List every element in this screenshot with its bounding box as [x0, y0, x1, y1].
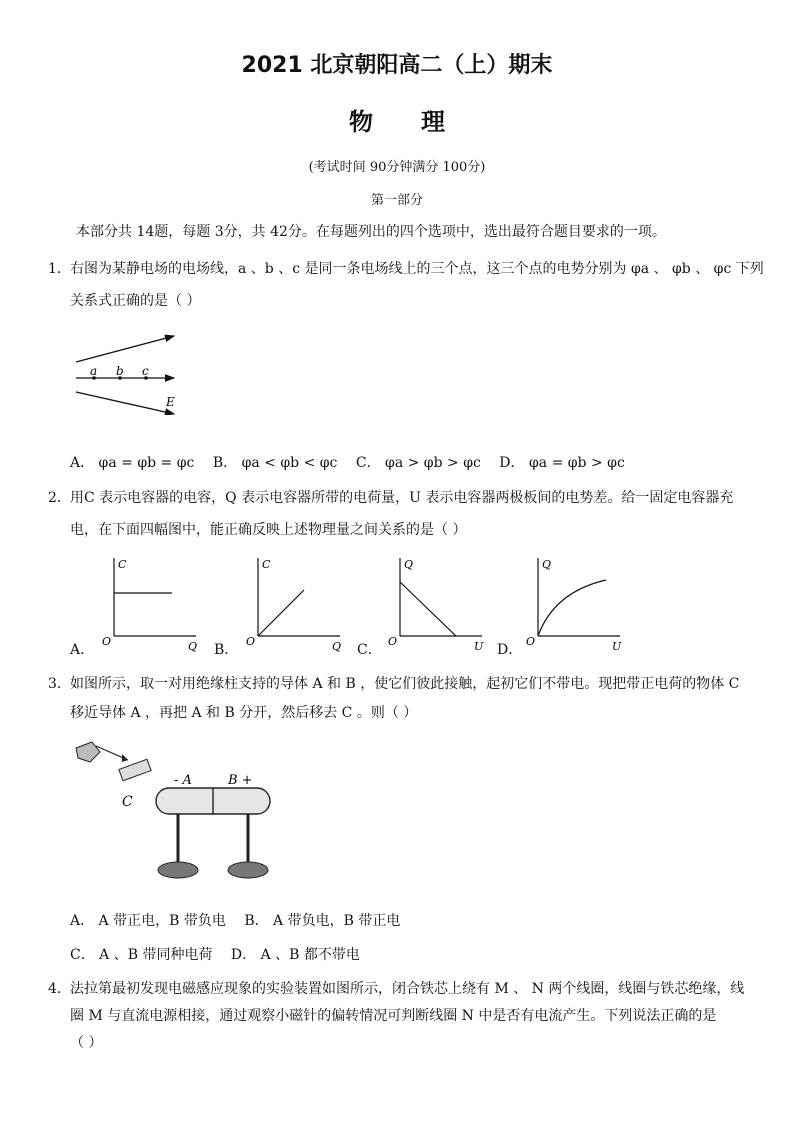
- q3-conductor-figure: [70, 738, 280, 890]
- graph-b-curve: [258, 590, 304, 636]
- base-B: [228, 862, 268, 878]
- q4-line-3: （ ）: [70, 1035, 103, 1051]
- field-line-top: [76, 336, 174, 362]
- q3-line-2: 移近导体 A ，再把 A 和 B 分开，然后移去 C 。则（ ）: [70, 705, 418, 721]
- q2-graph-d: [520, 552, 630, 652]
- graph-a-origin: O: [102, 635, 112, 648]
- label-C: C: [122, 794, 133, 810]
- base-A: [158, 862, 198, 878]
- q1-options: [70, 452, 639, 472]
- subject-char-2: 理: [421, 108, 445, 136]
- q3-option-a[interactable]: A． A 带正电，B 带负电: [70, 913, 226, 929]
- q3-line-1: 如图所示，取一对用绝缘柱支持的导体 A 和 B ，使它们彼此接触，起初它们不带电。现把带正电荷的物体 C: [70, 676, 740, 692]
- q3-option-c[interactable]: C． A 、B 带同种电荷: [70, 947, 213, 963]
- label-B: B +: [228, 773, 253, 788]
- q3-option-d[interactable]: D． A 、B 都不带电: [230, 947, 360, 963]
- part-heading: 第一部分: [370, 193, 423, 208]
- field-line-bottom: [76, 392, 174, 414]
- label-c: c: [142, 364, 149, 378]
- q4-line-2: 圈 M 与直流电源相接，通过观察小磁针的偏转情况可判断线圈 N 中是否有电流产生。下列说法正确的是: [70, 1008, 717, 1024]
- q2-graph-b: [240, 552, 350, 652]
- q2-graph-a: [96, 552, 206, 652]
- q1-option-b[interactable]: B． φa < φb < φc: [212, 455, 338, 471]
- motion-arrow-head: [122, 754, 128, 762]
- exam-time: (考试时间 90分钟满分 100分): [308, 160, 486, 175]
- graph-a-xlabel: Q: [188, 640, 198, 652]
- graph-c-origin: O: [388, 635, 398, 648]
- q1-line-1: 右图为某静电场的电场线，a 、b 、c 是同一条电场线上的三个点，这三个点的电势分别为 φa 、 φb 、 φc 下列: [70, 261, 764, 277]
- subject-title: [0, 102, 794, 137]
- q3-options-row-2: [70, 944, 374, 964]
- label-a: a: [90, 364, 98, 378]
- q2-number: 2．: [48, 490, 71, 506]
- q3-option-b[interactable]: B． A 带负电，B 带正电: [244, 913, 401, 929]
- q1-field-line-figure: [70, 330, 190, 415]
- graph-b-ylabel: C: [262, 558, 271, 571]
- q2-option-c-label[interactable]: C．: [357, 642, 382, 658]
- graph-d-curve: [538, 580, 606, 636]
- graph-d-ylabel: Q: [542, 558, 552, 571]
- q1-option-d[interactable]: D． φa = φb > φc: [499, 455, 625, 471]
- q2-line-2: 电，在下面四幅图中，能正确反映上述物理量之间关系的是（ ）: [70, 522, 467, 538]
- q4-number: 4．: [48, 981, 71, 997]
- q1-line-2: 关系式正确的是（ ）: [70, 293, 201, 309]
- graph-d-origin: O: [526, 635, 536, 648]
- q2-option-a-label[interactable]: A．: [70, 642, 95, 658]
- q2-graph-c: [382, 552, 492, 652]
- q3-options-row-1: [70, 910, 414, 930]
- q2-line-1: 用C 表示电容器的电容，Q 表示电容器所带的电荷量，U 表示电容器两极板间的电势差。给一固定电容器充: [70, 490, 734, 506]
- charged-rod-C: [119, 759, 151, 781]
- q2-option-d-label[interactable]: D．: [497, 642, 523, 658]
- graph-c-ylabel: Q: [404, 558, 414, 571]
- label-E: E: [166, 395, 175, 409]
- q4-line-1: 法拉第最初发现电磁感应现象的实验装置如图所示，闭合铁芯上绕有 M 、 N 两个线圈，线圈与铁芯绝缘，线: [70, 981, 745, 997]
- q1-number: 1．: [48, 261, 71, 277]
- q1-option-c[interactable]: C． φa > φb > φc: [355, 455, 481, 471]
- hand-icon: [76, 742, 100, 762]
- label-b: b: [116, 364, 124, 378]
- graph-b-origin: O: [246, 635, 256, 648]
- q2-option-b-label[interactable]: B．: [214, 642, 239, 658]
- graph-b-xlabel: Q: [332, 640, 342, 652]
- q3-number: 3．: [48, 676, 71, 692]
- q1-option-a[interactable]: A． φa = φb = φc: [70, 455, 195, 471]
- page-title: 2021 北京朝阳高二（上）期末: [241, 53, 553, 78]
- graph-c-xlabel: U: [474, 640, 484, 652]
- label-A: - A: [174, 773, 192, 788]
- graph-c-curve: [400, 582, 456, 636]
- instructions: 本部分共 14题，每题 3分，共 42分。在每题列出的四个选项中，选出最符合题目要求的一项。: [76, 224, 666, 240]
- graph-d-xlabel: U: [612, 640, 622, 652]
- graph-a-ylabel: C: [118, 558, 127, 571]
- subject-char-1: 物: [349, 108, 373, 136]
